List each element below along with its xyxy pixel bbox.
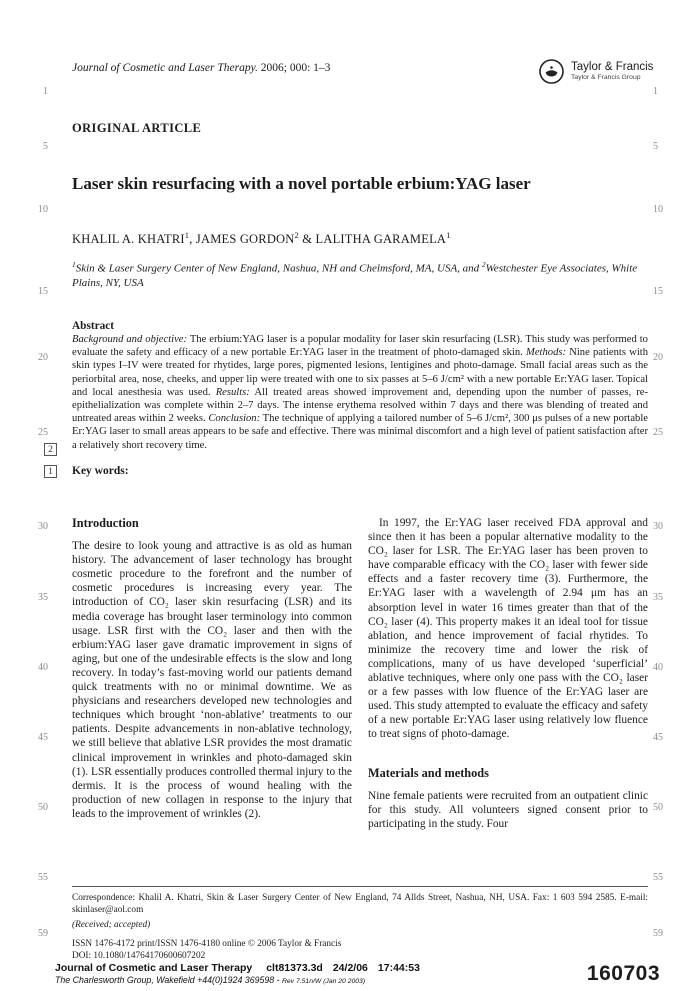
- line-number: 50: [653, 802, 663, 813]
- line-number: 1: [43, 86, 48, 97]
- stamp-filename: clt81373.3d: [266, 962, 323, 974]
- author-name: KHALIL A. KHATRI: [72, 232, 185, 247]
- author-name: JAMES GORDON: [195, 232, 295, 247]
- proof-query-box: 2: [44, 443, 57, 456]
- affiliation-superscript: 1: [72, 260, 76, 269]
- line-number: 10: [653, 204, 663, 215]
- line-number: 15: [38, 286, 48, 297]
- line-number: 40: [38, 662, 48, 673]
- abstract-label-results: Results:: [215, 386, 250, 398]
- journal-name: Journal of Cosmetic and Laser Therapy.: [72, 62, 258, 74]
- line-number: 5: [43, 141, 48, 152]
- affiliation-line: [72, 258, 648, 290]
- abstract-section: [72, 320, 648, 452]
- line-number: 15: [653, 286, 663, 297]
- page-title: Laser skin resurfacing with a novel portable erbium:YAG laser: [72, 174, 531, 193]
- keywords-label: Key words:: [72, 465, 129, 477]
- body-paragraph: In 1997, the Er:YAG laser received FDA approval and since then it has been a popular alternative modality to the CO₂ laser for LSR. The Er:YAG laser has been proven to have comparable efficacy with the CO₂ laser with fewer side effects and a faster recovery time (3). Furthermore, the Er:YAG laser with a wavelength of 2.94 μm has an absorption level in water 16 times greater than that of the CO₂ laser (4). This property makes it an ideal tool for tissue ablation, and hence improvement of facial rhytides. To minimize the recovery time and lower the risk of complications, many of us have developed ‘superficial’ ablative techniques, where only one pass with the CO₂ laser or a few passes with low fluence of the Er:YAG laser are used. This study attempted to evaluate the efficacy and safety of a new portable Er:YAG laser using relatively low fluence to treat signs of photo-damage.: [368, 517, 648, 741]
- line-number: 35: [38, 592, 48, 603]
- affiliation-text: Westchester Eye Associates, White Plains, NY, USA: [72, 262, 638, 289]
- line-number: 59: [653, 928, 663, 939]
- line-number: 45: [653, 732, 663, 743]
- received-accepted-line: (Received; accepted): [72, 920, 151, 930]
- abstract-text-background-objective: The erbium:YAG laser is a popular modality for laser skin resurfacing (LSR). This study was performed to evaluate the safety and efficacy of a new portable Er:YAG laser in the treatment of photo-damaged skin.: [72, 334, 648, 359]
- journal-header: [72, 62, 330, 74]
- abstract-label-methods: Methods:: [526, 347, 567, 359]
- abstract-text-conclusion: The technique of applying a tailored number of 5–6 J/cm², 300 μs pulses of a new portable Er:YAG laser to small areas appears to be safe and effective. There was minimal discomfort and a high level of patient satisfaction after a relatively short recovery time.: [72, 413, 648, 451]
- affiliation-text: Skin & Laser Surgery Center of New England, Nashua, NH and Chelmsford, MA, USA, and: [75, 262, 482, 275]
- taylor-francis-logo-icon: [538, 58, 565, 85]
- correspondence-note: Correspondence: Khalil A. Khatri, Skin & Laser Surgery Center of New England, 74 Allds Street, Nashua, NH, USA. Fax: 1 603 594 2585. E-mail: skinlaser@aol.com: [72, 893, 648, 915]
- author-separator: ,: [189, 232, 196, 247]
- author-affiliation-superscript: 1: [184, 230, 190, 240]
- publisher-logo-text: [571, 61, 653, 81]
- line-number: 30: [653, 521, 663, 532]
- affiliation-superscript: 2: [481, 260, 486, 269]
- stamp-group: The Charlesworth Group, Wakefield +44(0)1924 369598 -: [55, 975, 282, 985]
- stamp-date: 24/2/06: [332, 962, 368, 974]
- author-separator: &: [298, 232, 316, 247]
- abstract-text-methods: Nine patients with skin types I–IV were treated for rhytides, large pores, pigmented lesions, lentigines and photo-damage. Small facial areas such as the periorbital area, nose, cheeks, and upper lip were treated with one to six passes at 5–6 J/cm² with a new portable Er:YAG laser. Topical and local anesthesia was used.: [72, 347, 648, 398]
- publisher-group-name: Taylor & Francis Group: [571, 74, 641, 82]
- line-number: 25: [38, 427, 48, 438]
- right-column: [368, 516, 648, 831]
- line-number: 59: [38, 928, 48, 939]
- line-number: 55: [38, 872, 48, 883]
- methods-paragraph: Nine female patients were recruited from an outpatient clinic for this study. All volunteers signed consent prior to participating in the study. Four: [368, 789, 648, 830]
- stamp-time: 17:44:53: [377, 962, 420, 974]
- introduction-heading: Introduction: [72, 516, 139, 530]
- abstract-text-results: All treated areas showed improvement and, depending upon the number of passes, re-epithelialization was complete within 2–7 days. The intense erythema resolved within 7 days and there was blending of treated and untreated areas within 2 weeks.: [72, 386, 649, 425]
- journal-citation: 2006; 000: 1–3: [257, 62, 331, 74]
- article-type-label: ORIGINAL ARTICLE: [72, 121, 202, 135]
- line-number: 30: [38, 521, 48, 532]
- line-number: 55: [653, 872, 663, 883]
- line-number: 35: [653, 592, 663, 603]
- introduction-paragraph: The desire to look young and attractive is as old as human history. The advancement of laser technology has brought cosmetic procedure to the forefront and the number of cosmetic procedures is increasing every year. The introduction of CO₂ laser skin resurfacing (LSR) and its media coverage has brought laser terminology into common usage. LSR first with the CO₂ laser and then with the erbium:YAG laser gave dramatic improvement in signs of aging, but one of the undesirable effects is the slow and long recovery. In today’s fast-moving world our patients demand quick treatments with no or minimal downtime. We as physicians and researchers developed new technologies and techniques which brought ‘non-ablative’ treatments to our patients. Despite advancements in non-ablative technology, we still believe that ablative LSR provides the most dramatic clinical improvement in wrinkles and photo-damaged skin (1). LSR essentially produces controlled thermal injury to the dermis. It is the process of wound healing with the production of new collagen in response to the injury that leads to the improvement of wrinkles (2).: [72, 540, 352, 820]
- issn-line: ISSN 1476-4172 print/ISSN 1476-4180 online © 2006 Taylor & Francis: [72, 939, 342, 949]
- publisher-logo: [538, 58, 653, 85]
- publisher-name: Taylor & Francis: [571, 61, 654, 74]
- line-number: 25: [653, 427, 663, 438]
- abstract-heading: Abstract: [72, 320, 115, 332]
- doi-line: DOI: 10.1080/14764170600607202: [72, 951, 206, 961]
- line-number: 40: [653, 662, 663, 673]
- stamp-line-1: [55, 962, 420, 974]
- typesetter-stamp: [55, 962, 420, 985]
- author-affiliation-superscript: 2: [294, 230, 299, 240]
- abstract-label-conclusion: Conclusion:: [208, 413, 261, 425]
- stamp-line-2: [55, 975, 420, 985]
- author-affiliation-superscript: 1: [446, 230, 451, 240]
- stamp-journal: Journal of Cosmetic and Laser Therapy: [55, 962, 253, 974]
- line-number: 20: [38, 352, 48, 363]
- author-name: LALITHA GARAMELA: [315, 232, 447, 247]
- line-number: 45: [38, 732, 48, 743]
- line-number: 50: [38, 802, 48, 813]
- line-number: 10: [38, 204, 48, 215]
- stamp-revision: Rev 7.51n/W (Jan 20 2003): [281, 978, 366, 985]
- line-number: 1: [653, 86, 658, 97]
- line-number: 5: [653, 141, 658, 152]
- materials-methods-heading: Materials and methods: [368, 765, 489, 780]
- abstract-label-background-objective: Background and objective:: [72, 334, 188, 345]
- abstract-paragraph: [72, 333, 648, 452]
- manuscript-number: 160703: [586, 962, 660, 985]
- left-column: [72, 516, 352, 821]
- proof-query-box: 1: [44, 465, 57, 478]
- line-number: 20: [653, 352, 663, 363]
- footnote-divider: [72, 886, 648, 887]
- authors-line: [72, 230, 648, 247]
